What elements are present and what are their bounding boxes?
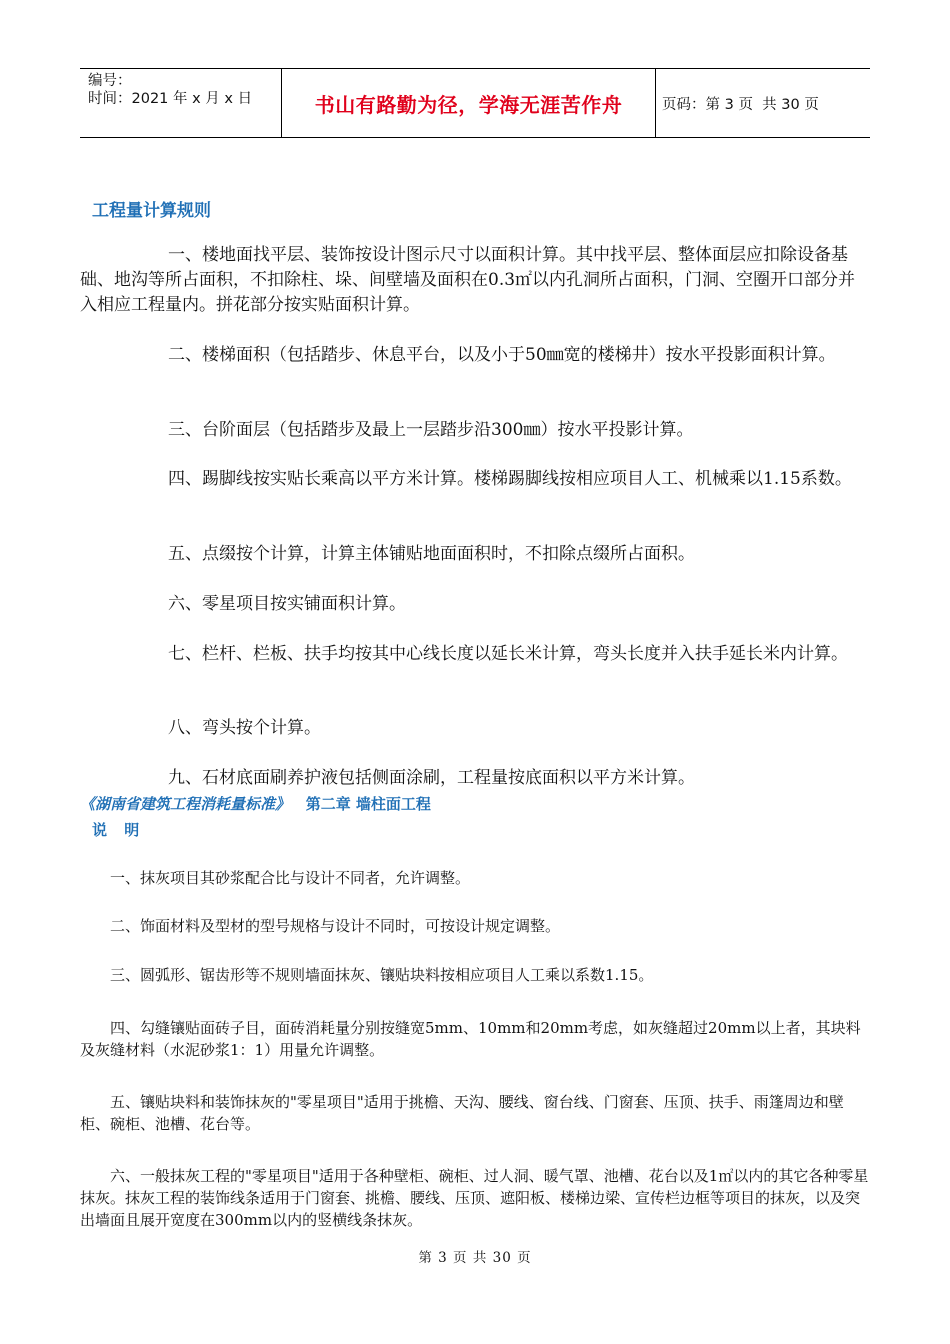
rule-text: 七、栏杆、栏板、扶手均按其中心线长度以延长米计算，弯头长度并入扶手延长米内计算。 <box>168 644 848 664</box>
rule-item-7 <box>80 642 870 667</box>
note-text: 五、镶贴块料和装饰抹灰的"零星项目"适用于挑檐、天沟、腰线、窗台线、门窗套、压顶、扶手、雨篷周边和壁柜、碗柜、池槽、花台等。 <box>80 1093 844 1133</box>
chapter-title: 第二章 墙柱面工程 <box>305 795 431 813</box>
page-footer: 第 3 页 共 30 页 <box>418 1250 532 1266</box>
rule-text: 一、楼地面找平层、装饰按设计图示尺寸以面积计算。其中找平层、整体面层应扣除设备基础、地沟等所占面积，不扣除柱、垛、间壁墙及面积在0.3㎡以内孔洞所占面积，门洞、空圈开口部分并入相应工程量内。拼花部分按实贴面积计算。 <box>80 245 856 315</box>
note-item-5 <box>80 1091 870 1135</box>
rule-item-9 <box>80 766 870 791</box>
section-title: 工程量计算规则 <box>92 201 211 221</box>
rule-item-4 <box>80 467 870 492</box>
note-item-3 <box>80 964 870 986</box>
header-motto: 书山有路勤为径，学海无涯苦作舟 <box>282 69 656 137</box>
note-item-4 <box>80 1017 870 1061</box>
rule-text: 五、点缀按个计算，计算主体铺贴地面面积时，不扣除点缀所占面积。 <box>168 544 695 564</box>
note-text: 二、饰面材料及型材的型号规格与设计不同时，可按设计规定调整。 <box>110 917 561 935</box>
rule-text: 四、踢脚线按实贴长乘高以平方米计算。楼梯踢脚线按相应项目人工、机械乘以1.15系数。 <box>168 469 852 489</box>
rule-text: 三、台阶面层（包括踏步及最上一层踏步沿300㎜）按水平投影计算。 <box>168 420 694 440</box>
chapter-heading <box>80 793 431 814</box>
document-number: 编号： <box>88 73 132 89</box>
explanation-heading: 说 明 <box>92 821 146 839</box>
rule-item-3 <box>80 418 870 443</box>
note-item-1 <box>80 867 870 889</box>
note-text: 一、抹灰项目其砂浆配合比与设计不同者，允许调整。 <box>110 869 471 887</box>
note-item-2 <box>80 915 870 937</box>
rule-text: 六、零星项目按实铺面积计算。 <box>168 594 406 614</box>
page-info-text: 页码：第 3 页 共 30 页 <box>662 96 819 113</box>
rule-text: 八、弯头按个计算。 <box>168 718 321 738</box>
note-text: 三、圆弧形、锯齿形等不规则墙面抹灰、镶贴块料按相应项目人工乘以系数1.15。 <box>110 966 654 984</box>
page-header <box>80 68 870 138</box>
rule-item-2 <box>80 343 870 368</box>
rule-item-8 <box>80 716 870 741</box>
note-text: 六、一般抹灰工程的"零星项目"适用于各种壁柜、碗柜、过人洞、暖气罩、池槽、花台以及1㎡以内的其它各种零星抹灰。抹灰工程的装饰线条适用于门窗套、挑檐、腰线、压顶、遮阳板、楼梯边梁、宣传栏边框等项目的抹灰，以及突出墙面且展开宽度在300mm以内的竖横线条抹灰。 <box>80 1167 869 1229</box>
document-date: 时间：2021 年 x 月 x 日 <box>88 91 253 107</box>
rule-item-1 <box>80 243 870 318</box>
rule-text: 二、楼梯面积（包括踏步、休息平台，以及小于50㎜宽的楼梯井）按水平投影面积计算。 <box>168 345 836 365</box>
book-title: 《湖南省建筑工程消耗量标准》 <box>80 795 291 813</box>
header-page-info <box>656 69 870 137</box>
header-meta <box>80 69 282 137</box>
rule-item-5 <box>80 542 870 567</box>
rule-item-6 <box>80 592 870 617</box>
rule-text: 九、石材底面刷养护液包括侧面涂刷，工程量按底面积以平方米计算。 <box>168 768 695 788</box>
note-text: 四、勾缝镶贴面砖子目，面砖消耗量分别按缝宽5mm、10mm和20mm考虑，如灰缝超过20mm以上者，其块料及灰缝材料（水泥砂浆1：1）用量允许调整。 <box>80 1019 861 1059</box>
note-item-6 <box>80 1165 870 1231</box>
